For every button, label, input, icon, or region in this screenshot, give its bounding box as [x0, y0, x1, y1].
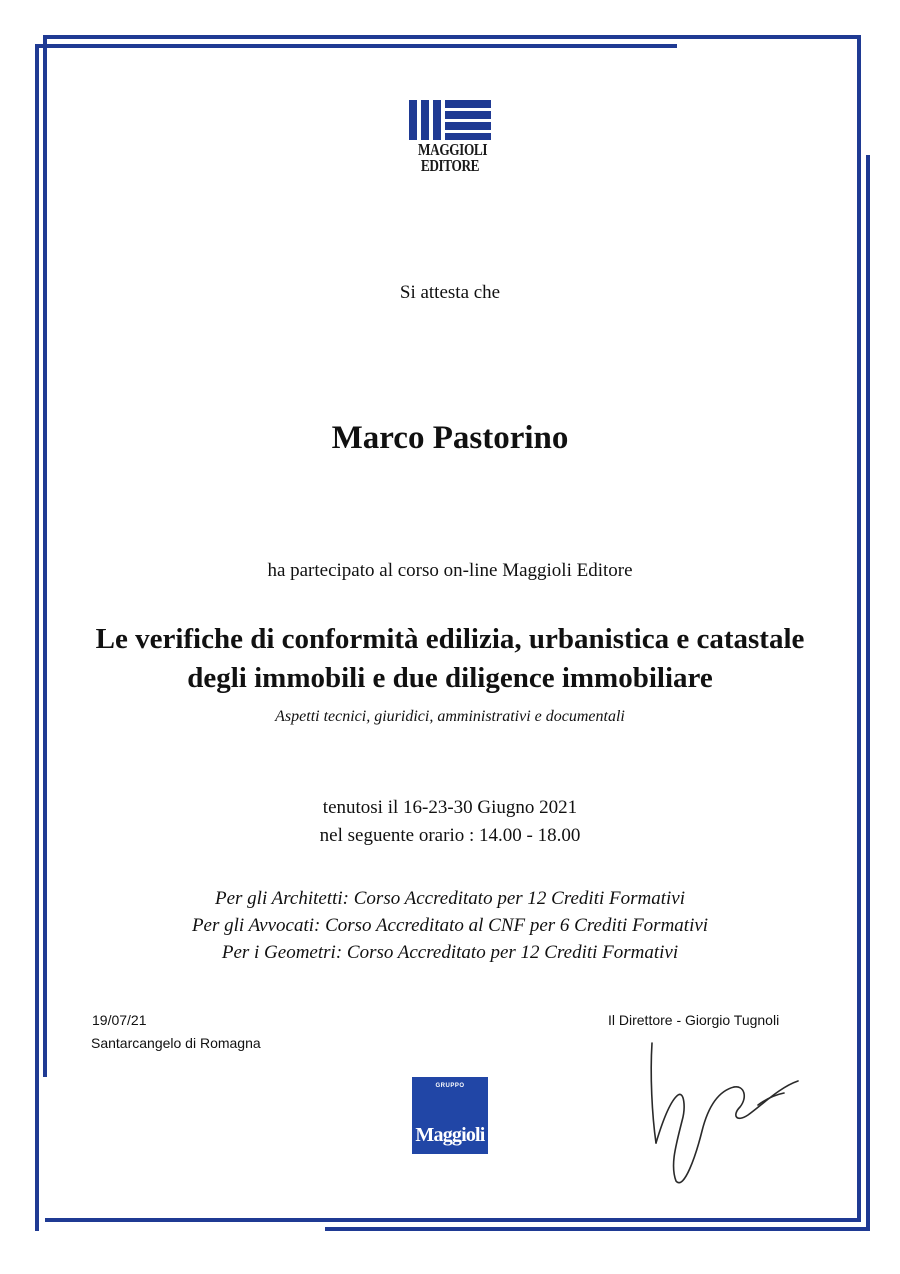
- intro-text: Si attesta che: [399, 282, 501, 303]
- logo-brand-text: Maggioli: [415, 1124, 485, 1146]
- credit-line-avvocati: Per gli Avvocati: Corso Accreditato al CNF per 6 Crediti Formativi: [191, 915, 709, 936]
- credit-line-geometri: Per i Geometri: Corso Accreditato per 12 Crediti Formativi: [221, 942, 679, 963]
- credit-line-architetti: Per gli Architetti: Corso Accreditato per 12 Crediti Formativi: [214, 888, 686, 909]
- director-name: Il Direttore - Giorgio Tugnoli: [608, 1012, 780, 1028]
- frame-inner-bottom: [45, 1218, 861, 1222]
- logo-gruppo-text: GRUPPO: [435, 1083, 465, 1089]
- course-title: [0, 620, 900, 698]
- logo-line-2: EDITORE: [420, 156, 480, 175]
- course-subtitle: Aspetti tecnici, giuridici, amministrativi e documentali: [275, 708, 625, 725]
- maggioli-editore-logo: [409, 100, 491, 175]
- logo-line-1: MAGGIOLI: [418, 140, 488, 159]
- credits-list: [0, 885, 900, 966]
- issue-date: 19/07/21: [92, 1012, 147, 1028]
- signature-icon: [640, 1035, 810, 1190]
- issue-place: Santarcangelo di Romagna: [91, 1035, 261, 1051]
- frame-outer-bottom: [325, 1227, 870, 1231]
- schedule-line: nel seguente orario : 14.00 - 18.00: [319, 825, 581, 846]
- frame-inner-top: [35, 44, 677, 48]
- course-title-line-1: Le verifiche di conformità edilizia, urbanistica e catastale: [95, 623, 805, 655]
- gruppo-maggioli-logo: [412, 1077, 488, 1154]
- dates-line: tenutosi il 16-23-30 Giugno 2021: [322, 797, 578, 818]
- course-dates: [0, 794, 900, 850]
- maggioli-logo-icon: [409, 100, 491, 142]
- frame-outer-top: [43, 35, 861, 39]
- participation-text: ha partecipato al corso on-line Maggioli Editore: [267, 560, 633, 581]
- recipient-name: Marco Pastorino: [331, 420, 569, 456]
- course-title-line-2: degli immobili e due diligence immobiliare: [187, 662, 713, 694]
